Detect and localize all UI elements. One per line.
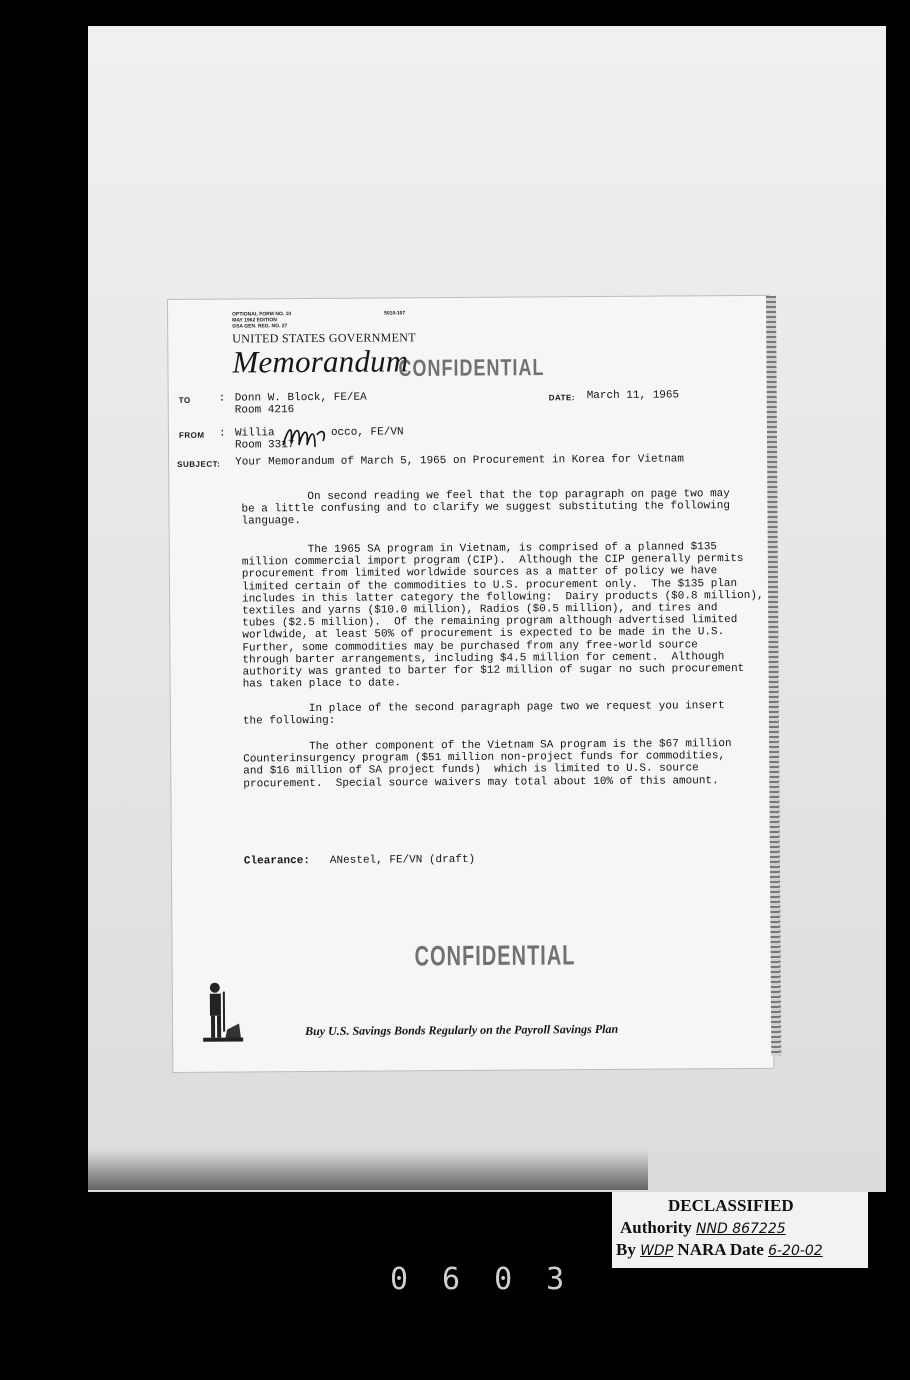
to-label: TO xyxy=(178,395,191,405)
declassified-title: DECLASSIFIED xyxy=(668,1196,794,1215)
confidential-stamp-top: CONFIDENTIAL xyxy=(398,354,545,382)
from-room: Room 3317 xyxy=(234,439,295,452)
from-colon: : xyxy=(218,427,226,440)
by-line xyxy=(616,1240,823,1260)
subject-value: Your Memorandum of March 5, 1965 on Procurement in Korea for Vietnam xyxy=(235,453,685,469)
nara-date-value: 6-20-02 xyxy=(768,1243,823,1259)
clearance-label: Clearance: xyxy=(243,855,310,868)
frame-number: 0603 xyxy=(390,1262,599,1297)
from-name-start: Willia xyxy=(234,427,275,440)
form-line: GSA GEN. REG. NO. 27 xyxy=(232,323,288,330)
from-name-end: occo, FE/VN xyxy=(330,426,404,439)
clearance-value: ANestel, FE/VN (draft) xyxy=(329,853,476,867)
to-room: Room 4216 xyxy=(234,404,295,417)
body-paragraph-3: In place of the second paragraph page two we request you insert the following: xyxy=(242,700,725,728)
form-line: MAY 1962 EDITION xyxy=(232,317,277,324)
to-colon: : xyxy=(218,392,226,405)
form-line: OPTIONAL FORM NO. 10 xyxy=(232,311,292,318)
memorandum-title: Memorandum xyxy=(232,343,409,380)
government-heading: UNITED STATES GOVERNMENT xyxy=(232,330,416,346)
form-number: 5010-107 xyxy=(384,310,406,317)
date-value: March 11, 1965 xyxy=(586,389,680,403)
authority-label: Authority xyxy=(620,1218,692,1237)
mount-shadow xyxy=(88,1150,648,1190)
body-paragraph-1: On second reading we feel that the top paragraph on page two may be a little confusing and to clarify we suggest substituting the following language. xyxy=(241,488,730,528)
minuteman-icon xyxy=(199,979,245,1043)
confidential-stamp-bottom: CONFIDENTIAL xyxy=(414,940,576,973)
from-label: FROM xyxy=(178,430,205,440)
to-name: Donn W. Block, FE/EA xyxy=(234,391,367,405)
body-paragraph-4: The other component of the Vietnam SA program is the $67 million Counterinsurgency program ($51 million non-project funds for commodities, and $16 million of SA project funds) which is limited to U.S. source procurement. Special source waivers may total about 10% of this amount. xyxy=(243,738,732,791)
memorandum-sheet xyxy=(168,296,773,1072)
by-value: WDP xyxy=(640,1243,674,1259)
declassification-stamp xyxy=(612,1192,868,1268)
savings-bonds-slogan: Buy U.S. Savings Bonds Regularly on the Payroll Savings Plan xyxy=(305,1021,619,1039)
subject-label: SUBJECT: xyxy=(177,459,221,469)
date-label: DATE: xyxy=(548,393,576,403)
by-label: By xyxy=(616,1240,636,1259)
authority-value: NND 867225 xyxy=(696,1221,786,1237)
body-paragraph-2: The 1965 SA program in Vietnam, is comprised of a planned $135 million commercial import program (CIP). Although the CIP generally permits procurement from limited worldwide sources as a matter of policy we have limited certain of the commodities to U.S. procurement only. The $135 plan includes in this latter category the following: Dairy products ($0.8 million), textiles and yarns ($10.0 million), Radios ($0.5 million), and tires and tubes ($2.5 million). Of the remaining program although advertised limited worldwide, at least 50% of procurement is expected to be made in the U.S. Further, some commodities may be purchased from any free-world source through barter arrangements, including $4.5 million for cement. Although authority was granted to barter for $12 million of sugar no such procurement has taken place to date. xyxy=(241,541,764,691)
form-identifier xyxy=(232,311,291,329)
nara-date-label: NARA Date xyxy=(677,1240,764,1259)
authority-line xyxy=(620,1218,786,1238)
